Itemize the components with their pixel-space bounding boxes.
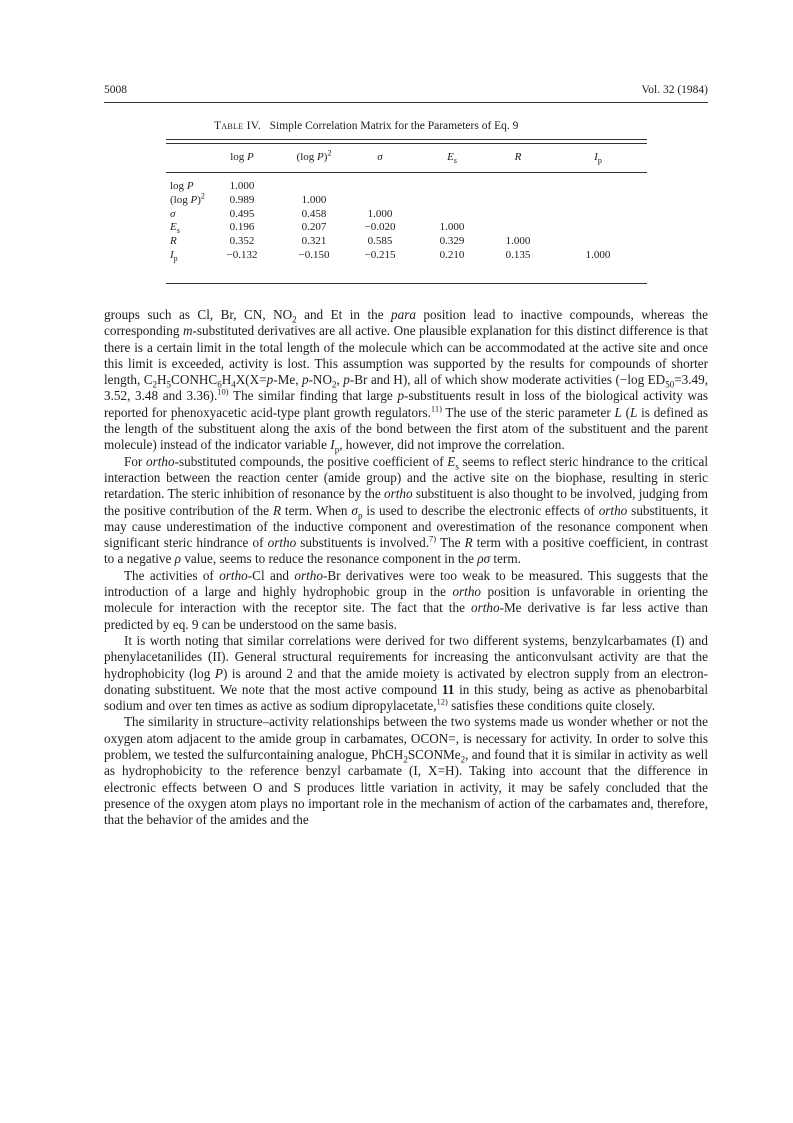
row-label: (log P)$^2$ — [170, 191, 205, 206]
column-header: σ — [377, 151, 383, 163]
table-cell: 0.989 — [229, 194, 255, 206]
table-cell: 0.352 — [229, 235, 255, 247]
paragraph-4: It is worth noting that similar correlations were derived for two different systems, benzylcarbamates (I) and phenylacetanilides (II). General structural requirements for increasing the anticonvulsant activity are that the hydrophobicity (log P) is around 2 and that the amide moiety is activated by electron supply from an electron-donating substituent. We note that the most active compound 11 in this study, being as active as phenobarbital sodium and over ten times as active as sodium dipropylacetate,$^{12)}$ satisfies these conditions quite closely. — [104, 632, 708, 714]
table-cell: 1.000 — [585, 249, 611, 261]
column-header: $I_p$ — [594, 151, 602, 166]
paragraph-1: groups such as Cl, Br, CN, $NO_2$ and Et in the para position lead to inactive compounds, whereas the corresponding m-substituted derivatives are all active. One plausible explanation for this distinct difference is that there is a certain limit in the total length of the molecule which can be accommodated at the active site and once this limit is exceeded, activity is lost. This assumption was supported by the results for compounds of shorter length, $C_2H_5CONHC_6H_4X(X=p-Me$, $p-NO_2$, p-Br and H), all of which show moderate activities (−log $ED_{50}=3.49$, 3.52, 3.48 and 3.36).$^{10)}$ The similar finding that large p-substituents result in loss of the biological activity was reported for phenoxyacetic acid-type plant growth regulators.$^{11)}$ The use of the steric parameter L (L is defined as the length of the substituent along the axis of the bond between the first atom of the substituent and the parent molecule) instead of the indicator variable $I_p$, however, did not improve the correlation. — [104, 307, 709, 456]
table-cell: 1.000 — [301, 194, 327, 206]
table-cell: −0.150 — [298, 249, 330, 261]
table-title: Simple Correlation Matrix for the Parameters of Eq. 9 — [269, 120, 519, 132]
row-label: σ — [170, 208, 176, 220]
table-cell: 0.210 — [439, 249, 465, 261]
row-label: $I_p$ — [170, 249, 178, 264]
table-cell: 0.207 — [301, 221, 327, 233]
table-cell: 1.000 — [439, 221, 465, 233]
table-cell: 0.458 — [301, 208, 327, 220]
row-label: R — [170, 235, 177, 247]
table-cell: 0.321 — [301, 235, 327, 247]
row-label: $E_s$ — [170, 221, 180, 236]
table-cell: −0.215 — [364, 249, 396, 261]
table-cell: 1.000 — [367, 208, 393, 220]
journal-volume: Vol. 32 (1984) — [641, 84, 708, 96]
table-cell: 1.000 — [505, 235, 531, 247]
table-cell: −0.020 — [364, 221, 396, 233]
table-cell: 0.329 — [439, 235, 465, 247]
table-cell: 0.135 — [505, 249, 531, 261]
table-cell: 0.196 — [229, 221, 255, 233]
body-text — [104, 307, 708, 829]
table-cell: 0.585 — [367, 235, 393, 247]
row-label: log P — [170, 180, 194, 192]
page-number: 5008 — [104, 84, 127, 96]
table-cell: 0.495 — [229, 208, 255, 220]
paragraph-2: For ortho-substituted compounds, the positive coefficient of $E_s$ seems to reflect steric hindrance to the critical interaction between the reaction center (amide group) and the active site on the biophase, resulting in steric retardation. The steric inhibition of resonance by the ortho substituent is also thought to be involved, judging from the positive contribution of the R term. When $\sigma_p$ is used to describe the electronic effects of ortho substituents, it may cause underestimation of the inductive component and overestimation of the resonance component when significant steric hindrance of ortho substituents is involved.$^{7)}$ The R term with a positive coefficient, in contrast to a negative ρ value, seems to reduce the resonance component in the ρσ term. — [104, 453, 708, 567]
table-cell: 1.000 — [229, 180, 255, 192]
paragraph-5: The similarity in structure–activity relationships between the two systems made us wonder whether or not the oxygen atom adjacent to the amide group in carbamates, OCON=, is necessary for activity. In order to solve this problem, we tested the sulfurcontaining analogue, PhCH$_2$SCONMe$_2$, and found that it is similar in activity as well as hydrophobicity to the reference benzyl carbamate (I, X=H). Taking into account that the difference in electronic effects between O and S produces little variation in activity, it may be safely concluded that the presence of the oxygen atom plays no important role in the mechanism of action of the carbamates and, therefore, that the behavior of the amides and the — [104, 714, 708, 828]
column-header: log P — [230, 151, 254, 163]
table-cell: −0.132 — [226, 249, 258, 261]
paragraph-3: The activities of ortho-Cl and ortho-Br derivatives were too weak to be measured. This suggests that the introduction of a large and highly hydrophobic group in the ortho position is unfavorable in orienting the molecule for interaction with the receptor site. The fact that the ortho-Me derivative is far less active than predicted by eq. 9 can be understood on the same basis. — [104, 567, 708, 632]
table-label: Table IV. — [214, 120, 262, 132]
column-header: $E_s$ — [447, 151, 457, 166]
column-header: (log P)$^2$ — [296, 148, 332, 163]
column-header: R — [514, 151, 522, 163]
correlation-matrix-table — [166, 0, 647, 300]
